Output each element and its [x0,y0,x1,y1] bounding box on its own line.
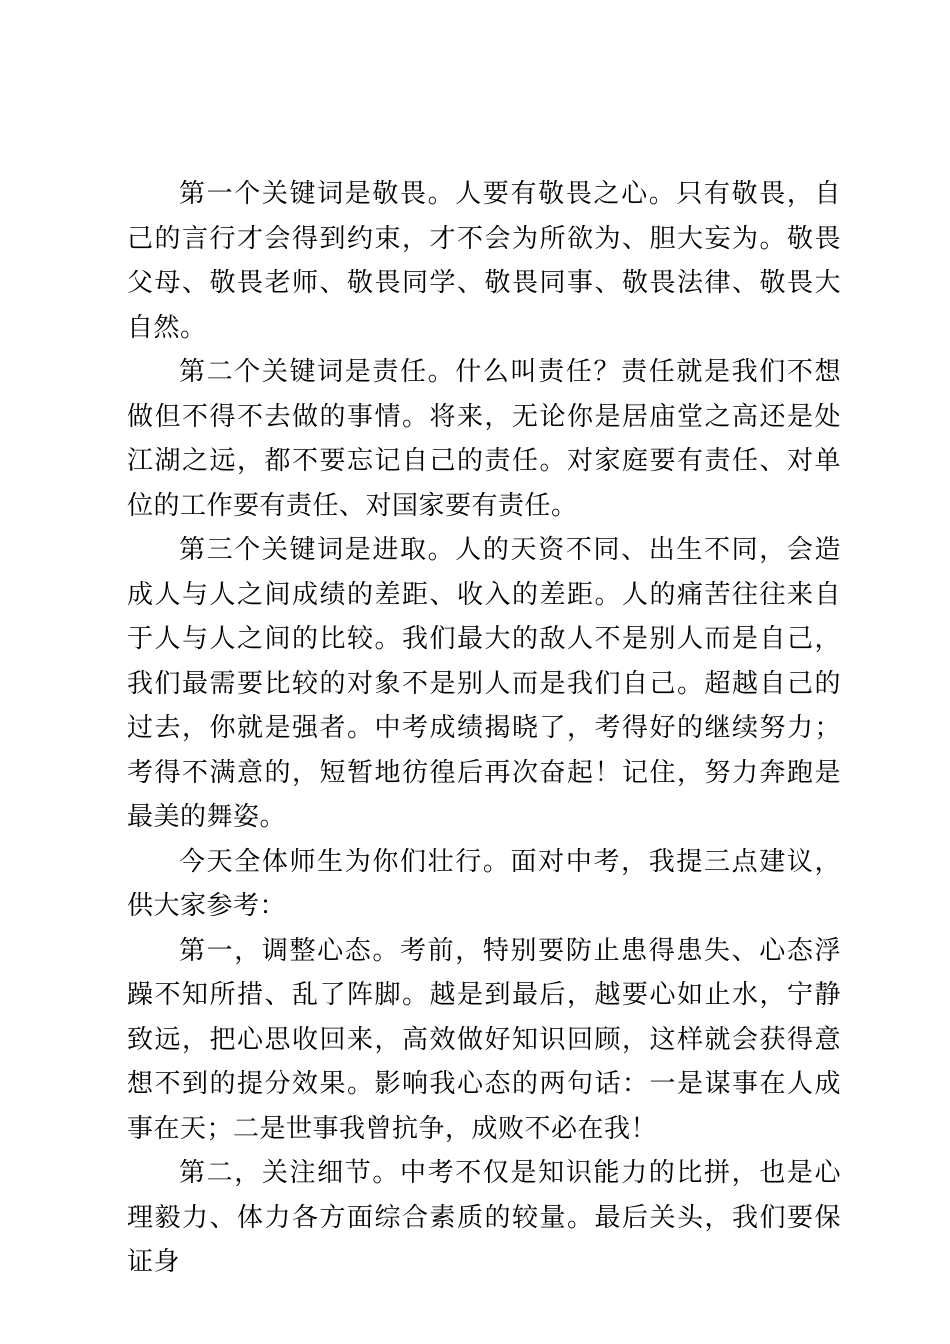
paragraph-responsibility: 第二个关键词是责任。什么叫责任？责任就是我们不想做但不得不去做的事情。将来，无论你是居庙堂之高还是处江湖之远，都不要忘记自己的责任。对家庭要有责任、对单位的工作要有责任、对国家要有责任。 [127,357,841,521]
paragraph-send-off: 今天全体师生为你们壮行。面对中考，我提三点建议，供大家参考： [127,846,841,921]
paragraph-progress: 第三个关键词是进取。人的天资不同、出生不同，会造成人与人之间成绩的差距、收入的差距。人的痛苦往往来自于人与人之间的比较。我们最大的敌人不是别人而是自己，我们最需要比较的对象不是别人而是我们自己。超越自己的过去，你就是强者。中考成绩揭晓了，考得好的继续努力；考得不满意的，短暂地彷徨后再次奋起！记住，努力奔跑是最美的舞姿。 [127,535,841,832]
document-body [127,172,841,1285]
paragraph-suggestion-mindset: 第一，调整心态。考前，特别要防止患得患失、心态浮躁不知所措、乱了阵脚。越是到最后，越要心如止水，宁静致远，把心思收回来，高效做好知识回顾，这样就会获得意想不到的提分效果。影响我心态的两句话：一是谋事在人成事在天；二是世事我曾抗争，成败不必在我！ [127,935,841,1144]
paragraph-suggestion-details: 第二，关注细节。中考不仅是知识能力的比拼，也是心理毅力、体力各方面综合素质的较量。最后关头，我们要保证身 [127,1158,841,1277]
paragraph-awe: 第一个关键词是敬畏。人要有敬畏之心。只有敬畏，自己的言行才会得到约束，才不会为所欲为、胆大妄为。敬畏父母、敬畏老师、敬畏同学、敬畏同事、敬畏法律、敬畏大自然。 [127,179,841,343]
